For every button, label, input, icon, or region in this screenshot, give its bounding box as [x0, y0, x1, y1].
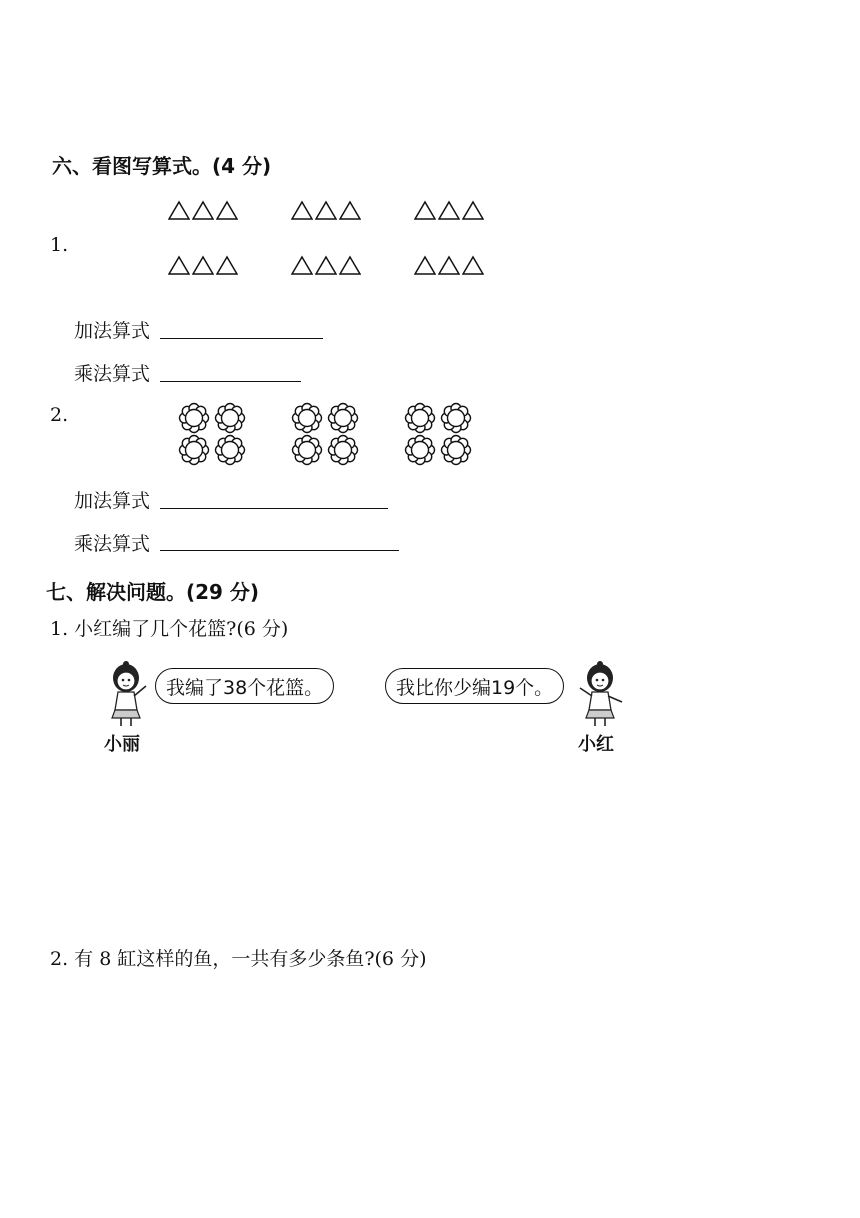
triangle-icon [291, 200, 313, 220]
flower-icon [327, 402, 359, 434]
q1-multiplication-label: 乘法算式 [74, 363, 151, 385]
flower-icon [440, 402, 472, 434]
flower-icon [178, 402, 210, 434]
flower-icon [214, 402, 246, 434]
q2-addition-label: 加法算式 [74, 490, 151, 512]
flower-icon [214, 434, 246, 466]
triangle-group [414, 200, 484, 220]
flower-icon [440, 434, 472, 466]
triangle-icon [438, 200, 460, 220]
triangle-icon [414, 255, 436, 275]
triangle-icon [462, 255, 484, 275]
girl-figure-icon [574, 660, 626, 728]
triangle-icon [216, 255, 238, 275]
q1-multiplication-answer-line[interactable] [160, 381, 301, 382]
triangle-icon [315, 200, 337, 220]
name-left: 小丽 [104, 734, 140, 755]
question-2-number: 2. [50, 404, 69, 426]
triangle-icon [339, 255, 361, 275]
girl-figure-icon [104, 660, 152, 728]
flower-group [291, 402, 363, 468]
speech-bubble-right: 我比你少编19个。 [385, 668, 564, 704]
triangle-icon [216, 200, 238, 220]
triangle-group [291, 200, 361, 220]
flower-icon [327, 434, 359, 466]
s7-question-1: 1. 小红编了几个花篮?(6 分) [50, 618, 289, 640]
triangle-icon [315, 255, 337, 275]
section-6-title: 六、看图写算式。(4 分) [52, 154, 272, 178]
triangle-icon [168, 200, 190, 220]
triangle-group [168, 200, 238, 220]
triangle-icon [192, 255, 214, 275]
name-right: 小红 [578, 734, 614, 755]
q1-addition-answer-line[interactable] [160, 338, 323, 339]
speech-bubble-left: 我编了38个花篮。 [155, 668, 334, 704]
triangle-group [414, 255, 484, 275]
q2-multiplication-label: 乘法算式 [74, 533, 151, 555]
flower-icon [291, 402, 323, 434]
section-7-title: 七、解决问题。(29 分) [46, 580, 260, 604]
q2-multiplication-answer-line[interactable] [160, 550, 399, 551]
triangle-group [291, 255, 361, 275]
triangle-icon [192, 200, 214, 220]
triangle-icon [462, 200, 484, 220]
flower-icon [291, 434, 323, 466]
q1-addition-label: 加法算式 [74, 320, 151, 342]
s7-question-2: 2. 有 8 缸这样的鱼，一共有多少条鱼?(6 分) [50, 948, 427, 970]
triangle-icon [168, 255, 190, 275]
flower-icon [178, 434, 210, 466]
triangle-icon [339, 200, 361, 220]
flower-group [178, 402, 250, 468]
triangle-group [168, 255, 238, 275]
triangle-icon [438, 255, 460, 275]
question-1-number: 1. [50, 234, 69, 256]
q2-addition-answer-line[interactable] [160, 508, 388, 509]
triangle-icon [291, 255, 313, 275]
triangle-icon [414, 200, 436, 220]
flower-group [404, 402, 476, 468]
flower-icon [404, 434, 436, 466]
flower-icon [404, 402, 436, 434]
